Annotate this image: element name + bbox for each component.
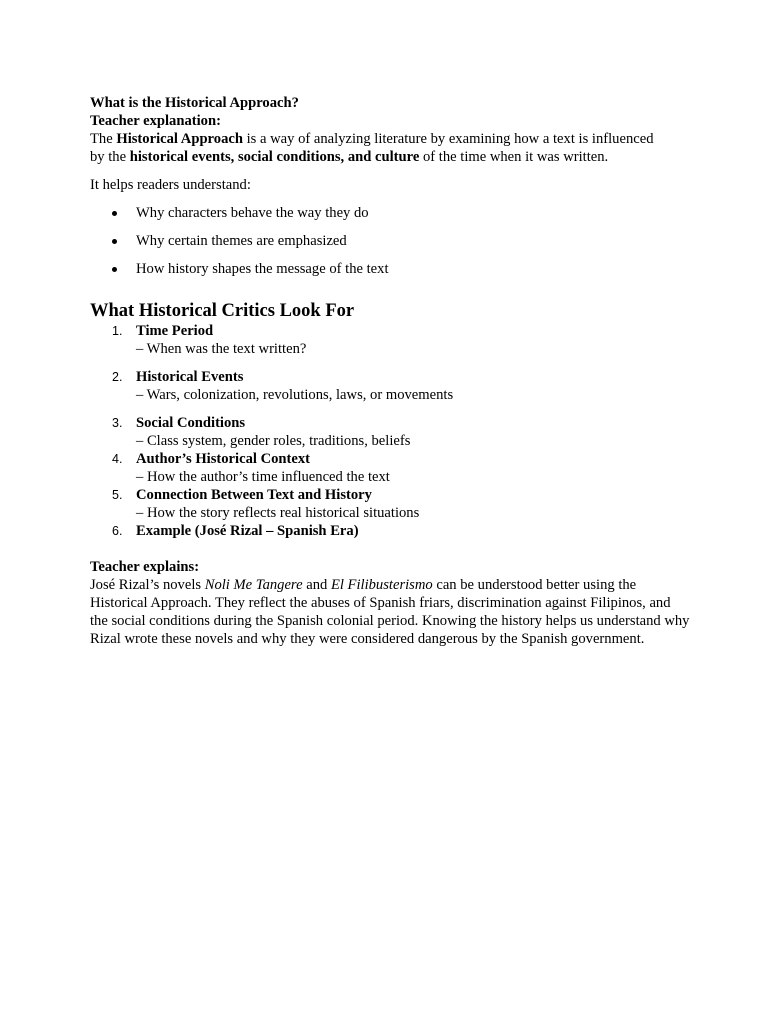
list-item-text: How history shapes the message of the text xyxy=(136,261,389,277)
list-item xyxy=(90,232,690,250)
bullet-icon xyxy=(112,267,117,272)
bullet-icon xyxy=(112,239,117,244)
list-item xyxy=(90,368,690,404)
list-item-title: Connection Between Text and History xyxy=(136,487,372,503)
list-item-desc: – When was the text written? xyxy=(136,341,307,357)
list-number: 5. xyxy=(112,488,123,502)
intro-text: The xyxy=(90,131,117,147)
list-item xyxy=(90,450,690,486)
list-number: 2. xyxy=(112,370,123,384)
list-number: 6. xyxy=(112,524,123,538)
teacher-explanation-label: Teacher explanation: xyxy=(90,113,221,129)
bullet-icon xyxy=(112,211,117,216)
list-item-text: Why certain themes are emphasized xyxy=(136,233,347,249)
list-number: 1. xyxy=(112,324,123,338)
critics-heading: What Historical Critics Look For xyxy=(90,301,355,321)
list-item-title: Example (José Rizal – Spanish Era) xyxy=(136,523,359,539)
intro-paragraph-line-2 xyxy=(90,148,690,166)
list-item-title: Author’s Historical Context xyxy=(136,451,311,467)
list-item xyxy=(90,486,690,522)
list-item-desc: – How the story reflects real historical situations xyxy=(136,505,420,521)
document-page xyxy=(90,94,690,648)
list-item xyxy=(90,522,690,540)
paragraph-text: can be understood better using the Historical Approach. They reflect the abuses of Spanish friars, discrimination against Filipinos, and the social conditions during the Spanish colonial period. Knowing the history helps us understand why Rizal wrote these novels and why they were considered dangerous by the Spanish government. xyxy=(90,577,690,647)
critics-list xyxy=(90,322,690,540)
list-item xyxy=(90,414,690,450)
list-item-desc: – How the author’s time influenced the text xyxy=(136,469,390,485)
teacher-explains-label: Teacher explains: xyxy=(90,559,200,575)
list-item-text: Why characters behave the way they do xyxy=(136,205,369,221)
list-item xyxy=(90,322,690,358)
list-item-title: Time Period xyxy=(136,323,214,339)
list-item-desc: – Class system, gender roles, traditions, beliefs xyxy=(136,433,411,449)
intro-bold-term: historical events, social conditions, and culture xyxy=(129,149,420,165)
explanation-paragraph xyxy=(90,576,690,648)
list-item xyxy=(90,204,690,222)
list-number: 3. xyxy=(112,416,123,430)
bullet-list xyxy=(90,204,690,278)
novel-title: Noli Me Tangere xyxy=(204,577,303,593)
intro-paragraph-line-1 xyxy=(90,130,690,148)
list-item-title: Historical Events xyxy=(136,369,244,385)
list-number: 4. xyxy=(112,452,123,466)
intro-text: is a way of analyzing literature by examining how a text is influenced xyxy=(242,131,654,147)
list-item-desc: – Wars, colonization, revolutions, laws, or movements xyxy=(136,387,454,403)
list-item xyxy=(90,260,690,278)
paragraph-text: and xyxy=(302,577,331,593)
helps-text: It helps readers understand: xyxy=(90,177,251,193)
paragraph-text: José Rizal’s novels xyxy=(90,577,205,593)
novel-title: El Filibusterismo xyxy=(330,577,433,593)
intro-text: by the xyxy=(90,149,130,165)
intro-bold-term: Historical Approach xyxy=(116,131,243,147)
intro-text: of the time when it was written. xyxy=(419,149,609,165)
list-item-title: Social Conditions xyxy=(136,415,246,431)
section-heading: What is the Historical Approach? xyxy=(90,95,299,111)
